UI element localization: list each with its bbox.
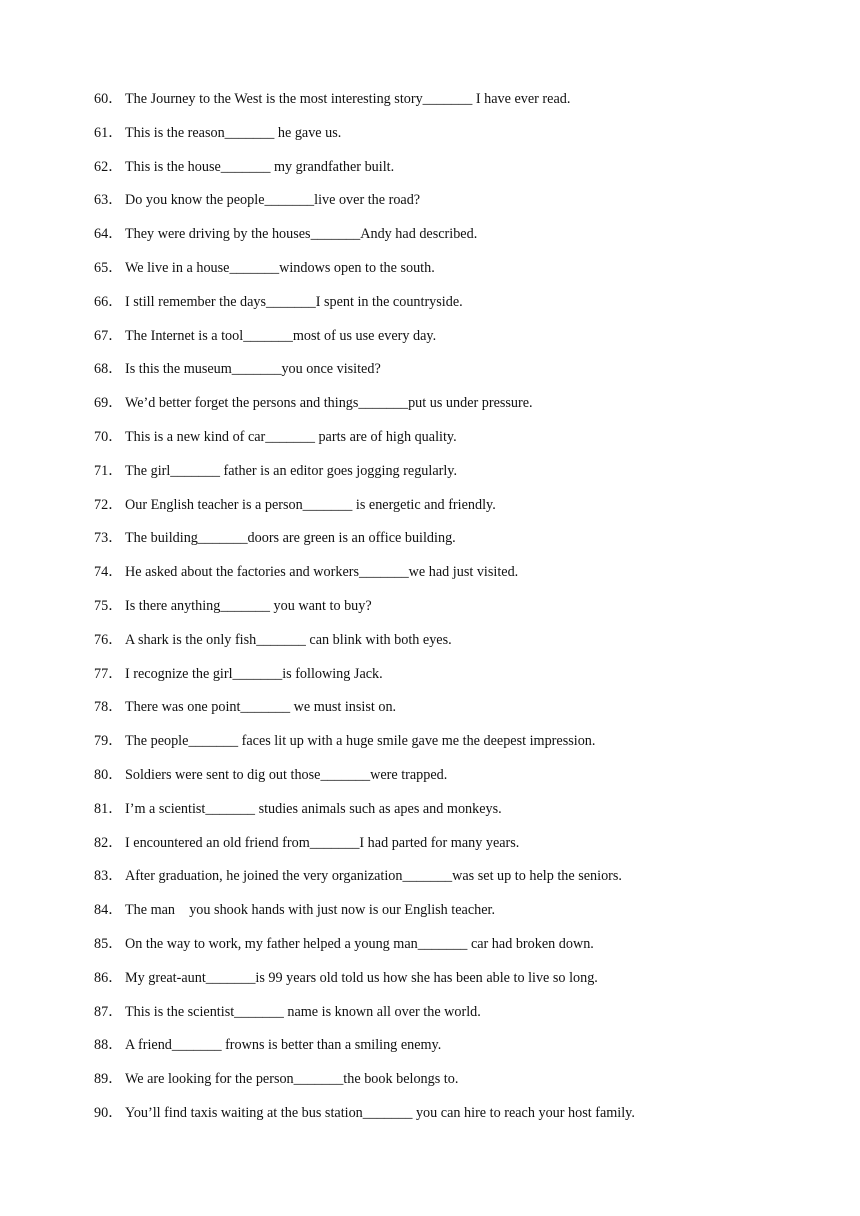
question-text: The people_______ faces lit up with a huge smile gave me the deepest impression. [125,733,596,750]
question-item [94,1069,814,1103]
question-number: 63． [94,192,123,209]
question-number: 77． [94,665,123,682]
question-item [94,562,814,596]
question-item [94,495,814,529]
question-text: You’ll find taxis waiting at the bus station_______ you can hire to reach your host family. [125,1104,635,1121]
question-number: 61． [94,124,123,141]
question-text: This is the reason_______ he gave us. [125,124,342,141]
question-item [94,833,814,867]
question-text: This is the house_______ my grandfather built. [125,158,395,175]
question-number: 62． [94,158,123,175]
question-text: The man you shook hands with just now is our English teacher. [125,902,496,919]
question-number: 79． [94,733,123,750]
question-number: 88． [94,1037,123,1054]
question-item [94,1103,814,1137]
question-item [94,596,814,630]
question-item [94,866,814,900]
question-number: 74． [94,564,123,581]
question-number: 73． [94,530,123,547]
question-text: I recognize the girl_______is following Jack. [125,665,383,682]
question-item [94,258,814,292]
question-text: This is the scientist_______ name is known all over the world. [125,1003,481,1020]
question-text: Our English teacher is a person_______ is energetic and friendly. [125,496,496,513]
question-number: 68． [94,361,123,378]
question-text: There was one point_______ we must insist on. [125,699,397,716]
question-item [94,359,814,393]
question-number: 70． [94,428,123,445]
question-text: A shark is the only fish_______ can blink with both eyes. [125,631,452,648]
question-number: 87． [94,1003,123,1020]
question-number: 67． [94,327,123,344]
question-number: 65． [94,259,123,276]
question-text: I encountered an old friend from_______I had parted for many years. [125,834,520,851]
question-item [94,461,814,495]
question-item [94,630,814,664]
question-item [94,934,814,968]
question-text: Soldiers were sent to dig out those_______were trapped. [125,766,448,783]
question-item [94,190,814,224]
question-item [94,157,814,191]
question-list [94,89,814,1137]
question-text: They were driving by the houses_______Andy had described. [125,226,478,243]
question-text: After graduation, he joined the very organization_______was set up to help the seniors. [125,868,622,885]
question-text: Do you know the people_______live over the road? [125,192,421,209]
question-text: We live in a house_______windows open to the south. [125,259,435,276]
question-text: He asked about the factories and workers_______we had just visited. [125,564,519,581]
question-number: 81． [94,800,123,817]
question-text: My great-aunt_______is 99 years old told us how she has been able to live so long. [125,969,598,986]
question-number: 66． [94,293,123,310]
question-number: 90． [94,1104,123,1121]
question-item [94,528,814,562]
question-item [94,664,814,698]
question-item [94,89,814,123]
question-item [94,123,814,157]
question-text: A friend_______ frowns is better than a smiling enemy. [125,1037,442,1054]
question-text: On the way to work, my father helped a young man_______ car had broken down. [125,935,594,952]
question-item [94,292,814,326]
question-number: 76． [94,631,123,648]
question-text: This is a new kind of car_______ parts are of high quality. [125,428,457,445]
question-text: The building_______doors are green is an office building. [125,530,456,547]
question-item [94,224,814,258]
question-item [94,1002,814,1036]
question-number: 80． [94,766,123,783]
question-text: Is there anything_______ you want to buy? [125,597,372,614]
question-text: The girl_______ father is an editor goes jogging regularly. [125,462,458,479]
question-number: 86． [94,969,123,986]
question-text: We are looking for the person_______the book belongs to. [125,1071,459,1088]
question-text: The Journey to the West is the most interesting story_______ I have ever read. [125,91,571,107]
question-text: The Internet is a tool_______most of us use every day. [125,327,437,344]
question-number: 72． [94,496,123,513]
question-number: 75． [94,597,123,614]
question-number: 69． [94,395,123,412]
question-item [94,427,814,461]
question-item [94,393,814,427]
question-item [94,1035,814,1069]
question-text: Is this the museum_______you once visited? [125,361,381,378]
question-item [94,326,814,360]
question-number: 85． [94,935,123,952]
question-text: I still remember the days_______I spent in the countryside. [125,293,463,310]
question-item [94,765,814,799]
question-number: 60． [94,91,123,107]
question-number: 82． [94,834,123,851]
question-text: I’m a scientist_______ studies animals such as apes and monkeys. [125,800,502,817]
question-number: 78． [94,699,123,716]
question-number: 71． [94,462,123,479]
question-item [94,799,814,833]
question-number: 84． [94,902,123,919]
question-item [94,731,814,765]
question-text: We’d better forget the persons and things_______put us under pressure. [125,395,533,412]
question-item [94,968,814,1002]
question-number: 89． [94,1071,123,1088]
question-number: 64． [94,226,123,243]
question-item [94,697,814,731]
question-item [94,900,814,934]
question-number: 83． [94,868,123,885]
